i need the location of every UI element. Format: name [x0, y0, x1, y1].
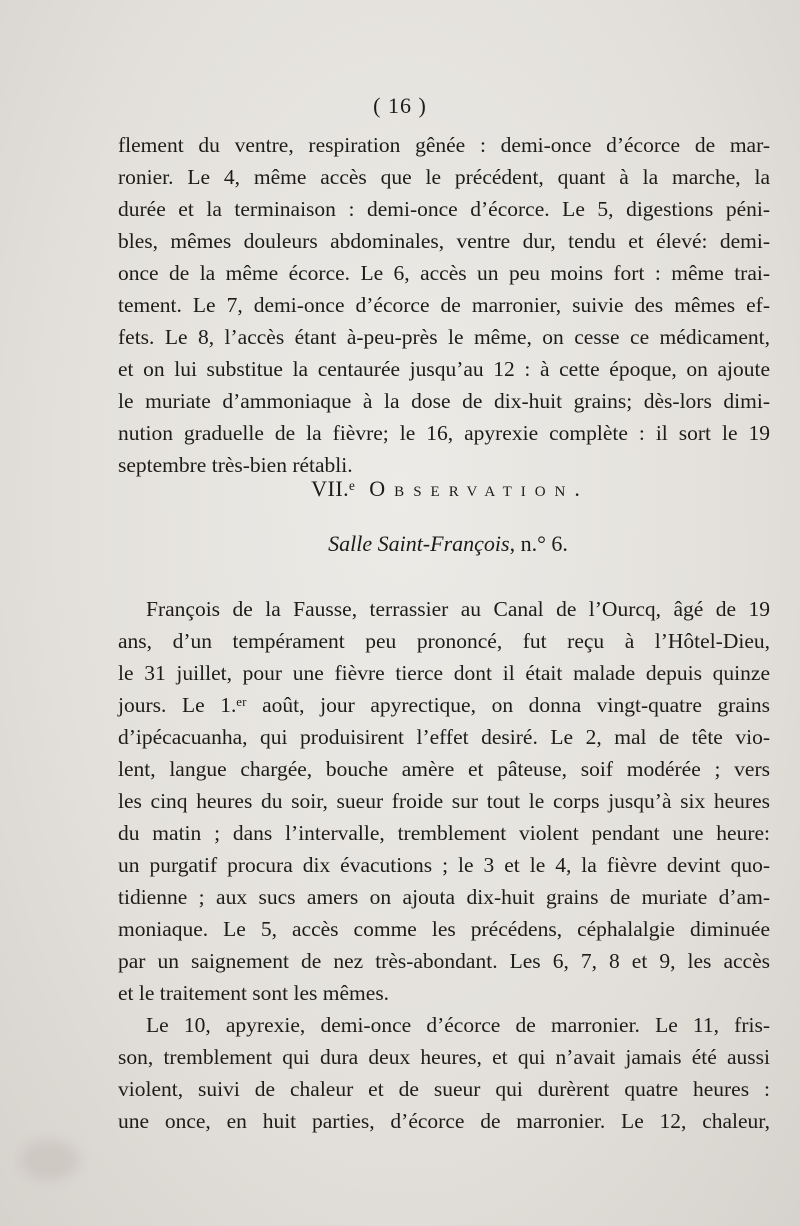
text-line: ronier. Le 4, même accès que le précédent, quant à la marche, la: [118, 165, 770, 189]
observation-heading: [50, 476, 800, 502]
text-line: et on lui substitue la centaurée jusqu’au 12 : à cette époque, on ajoute: [118, 357, 770, 381]
text-line: le 31 juillet, pour une fièvre tierce dont il était malade depuis quinze: [118, 661, 770, 685]
text-line: tement. Le 7, demi-once d’écorce de marronier, suivie des mêmes ef-: [118, 293, 770, 317]
text-line: d’ipécacuanha, qui produisirent l’effet desiré. Le 2, mal de tête vio-: [118, 725, 770, 749]
text-line: lent, langue chargée, bouche amère et pâteuse, soif modérée ; vers: [118, 757, 770, 781]
text-line: tidienne ; aux sucs amers on ajouta dix-huit grains de muriate d’am-: [118, 885, 770, 909]
observation-word: Observation.: [369, 476, 589, 501]
page-stain: [20, 1140, 80, 1180]
text-line: fets. Le 8, l’accès étant à-peu-près le même, on cesse ce médicament,: [118, 325, 770, 349]
text-line: du matin ; dans l’intervalle, tremblement violent pendant une heure:: [118, 821, 770, 845]
text-line: jours. Le 1.ᵉʳ août, jour apyrectique, on donna vingt-quatre grains: [118, 693, 770, 717]
page-number: ( 16 ): [373, 93, 427, 118]
text-line: bles, mêmes douleurs abdominales, ventre dur, tendu et élevé: demi-: [118, 229, 770, 253]
ward-bed-number: , n.° 6.: [509, 531, 568, 556]
text-line: durée et la terminaison : demi-once d’écorce. Le 5, digestions péni-: [118, 197, 770, 221]
observation-number: VII.ᵉ: [311, 476, 356, 501]
text-line: un purgatif procura dix évacutions ; le 3 et le 4, la fièvre devint quo-: [118, 853, 770, 877]
text-line: une once, en huit parties, d’écorce de marronier. Le 12, chaleur,: [118, 1109, 770, 1133]
text-line: violent, suivi de chaleur et de sueur qui durèrent quatre heures :: [118, 1077, 770, 1101]
text-line: par un saignement de nez très-abondant. Les 6, 7, 8 et 9, les accès: [118, 949, 770, 973]
text-line: les cinq heures du soir, sueur froide sur tout le corps jusqu’à six heures: [118, 789, 770, 813]
text-line: flement du ventre, respiration gênée : demi-once d’écorce de mar-: [118, 133, 770, 157]
ward-name: Salle Saint-François: [328, 531, 510, 556]
text-line: once de la même écorce. Le 6, accès un peu moins fort : même trai-: [118, 261, 770, 285]
text-line: moniaque. Le 5, accès comme les précédens, céphalalgie diminuée: [118, 917, 770, 941]
text-line: François de la Fausse, terrassier au Canal de l’Ourcq, âgé de 19: [146, 597, 770, 621]
text-line: ans, d’un tempérament peu prononcé, fut reçu à l’Hôtel-Dieu,: [118, 629, 770, 653]
text-line: son, tremblement qui dura deux heures, et qui n’avait jamais été aussi: [118, 1045, 770, 1069]
text-line: septembre très-bien rétabli.: [118, 453, 353, 477]
paragraph-continued: [118, 129, 770, 481]
text-line: et le traitement sont les mêmes.: [118, 981, 390, 1005]
ward-subheading: [48, 531, 800, 557]
observation-body: [118, 593, 770, 1137]
text-line: Le 10, apyrexie, demi-once d’écorce de marronier. Le 11, fris-: [146, 1013, 770, 1037]
text-line: le muriate d’ammoniaque à la dose de dix-huit grains; dès-lors dimi-: [118, 389, 770, 413]
text-line: nution graduelle de la fièvre; le 16, apyrexie complète : il sort le 19: [118, 421, 770, 445]
